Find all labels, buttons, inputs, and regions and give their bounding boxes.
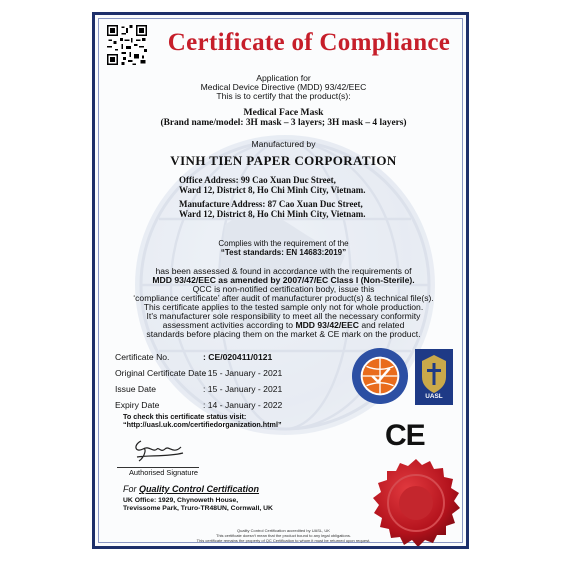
issuer-for: For	[123, 484, 140, 494]
product-name: Medical Face Mask	[243, 107, 324, 118]
issuer-name: Quality Control Certification	[139, 484, 260, 494]
certificate-title: Certificate of Compliance	[167, 29, 451, 56]
issue-date-label: Issue Date	[115, 384, 157, 394]
manufacture-address-line-1: Manufacture Address: 87 Cao Xuan Duc Street,	[179, 199, 363, 209]
body-line-4: ‘compliance certificate’ after audit of manufacturer product(s) & technical file(s).	[133, 293, 434, 303]
body-line-6: It's manufacturer sole responsibility to meet all the necessary conformity	[146, 311, 421, 321]
original-date-value: : 15 - January - 2021	[203, 368, 283, 378]
fine-print-3: This certificate remains the property of QC Certification to whom it must be returned upon request.	[196, 538, 371, 543]
body-line-3: QCC is non-notified certification body, issue this	[192, 284, 375, 294]
signature-label: Authorised Signature	[129, 468, 199, 477]
ce-mark: CE	[385, 419, 425, 452]
body-line-7a: assessment activities according to	[162, 320, 296, 330]
status-check-label: To check this certificate status visit:	[123, 412, 247, 421]
fine-print-2: This certificate doesn’t mean that the product bound to any legal obligations.	[216, 533, 351, 538]
qr-code-icon	[107, 25, 147, 65]
body-line-2: MDD 93/42/EEC as amended by 2007/47/EC Class I (Non-Sterile).	[152, 275, 415, 285]
uasl-text: UASL	[425, 393, 443, 400]
intro-certify: This is to certify that the product(s):	[216, 91, 351, 101]
intro-line-1: Application for	[256, 73, 311, 83]
expiry-date-value: : 14 - January - 2022	[203, 400, 283, 410]
body-line-5: This certificate applies to the tested sample only not for whole production.	[143, 302, 424, 312]
certificate-number-value: : CE/020411/0121	[203, 352, 273, 362]
office-address-line-1: Office Address: 99 Cao Xuan Duc Street,	[179, 175, 336, 185]
uasl-accreditation-badge-icon	[415, 349, 453, 405]
body-line-7c: and related	[358, 320, 405, 330]
expiry-date-label: Expiry Date	[115, 400, 160, 410]
product-brand: (Brand name/model: 3H mask – 3 layers; 3H mask – 4 layers)	[160, 118, 407, 128]
original-date-label: Original Certificate Date	[115, 368, 207, 378]
body-line-1: has been assessed & found in accordance with the requirements of	[155, 266, 412, 276]
certificate-page	[92, 12, 469, 549]
issuer-address-1: UK Office: 1929, Chynoweth House,	[123, 497, 239, 504]
office-address-line-2: Ward 12, District 8, Ho Chi Minh City, Vietnam.	[179, 185, 366, 195]
red-wax-seal-icon	[365, 455, 467, 549]
issue-date-row	[115, 384, 282, 394]
fine-print-1: Quality Control Certification accredited by UASL, UK	[237, 528, 330, 533]
manufacture-address-line-2: Ward 12, District 8, Ho Chi Minh City, Vietnam.	[179, 209, 366, 219]
standards-line-1: Complies with the requirement of the	[218, 239, 349, 248]
manufactured-by-label: Manufactured by	[251, 139, 316, 149]
certificate-number-row	[115, 352, 272, 362]
issue-date-value: : 15 - January - 2021	[203, 384, 283, 394]
expiry-date-row	[115, 400, 282, 410]
status-check-url[interactable]: “http://uasl.uk.com/certifiedorganization.html”	[123, 420, 282, 429]
issuer-line	[123, 485, 259, 494]
manufacturer-name: VINH TIEN PAPER CORPORATION	[170, 153, 397, 168]
handwritten-signature-icon	[123, 435, 193, 465]
issuer-address-2: Trevissome Park, Truro-TR48UN, Cornwall, UK	[123, 505, 273, 512]
original-date-row	[115, 368, 282, 378]
certificate-number-label: Certificate No.	[115, 352, 170, 362]
body-line-7-directive: MDD 93/42/EEC	[295, 320, 359, 330]
intro-directive: Medical Device Directive (MDD) 93/42/EEC	[200, 82, 367, 92]
body-line-8: standards before placing them on the market & CE mark on the product.	[146, 329, 421, 339]
quality-control-certification-badge-icon	[351, 347, 409, 405]
standards-line-2: “Test standards: EN 14683:2019”	[220, 248, 347, 257]
